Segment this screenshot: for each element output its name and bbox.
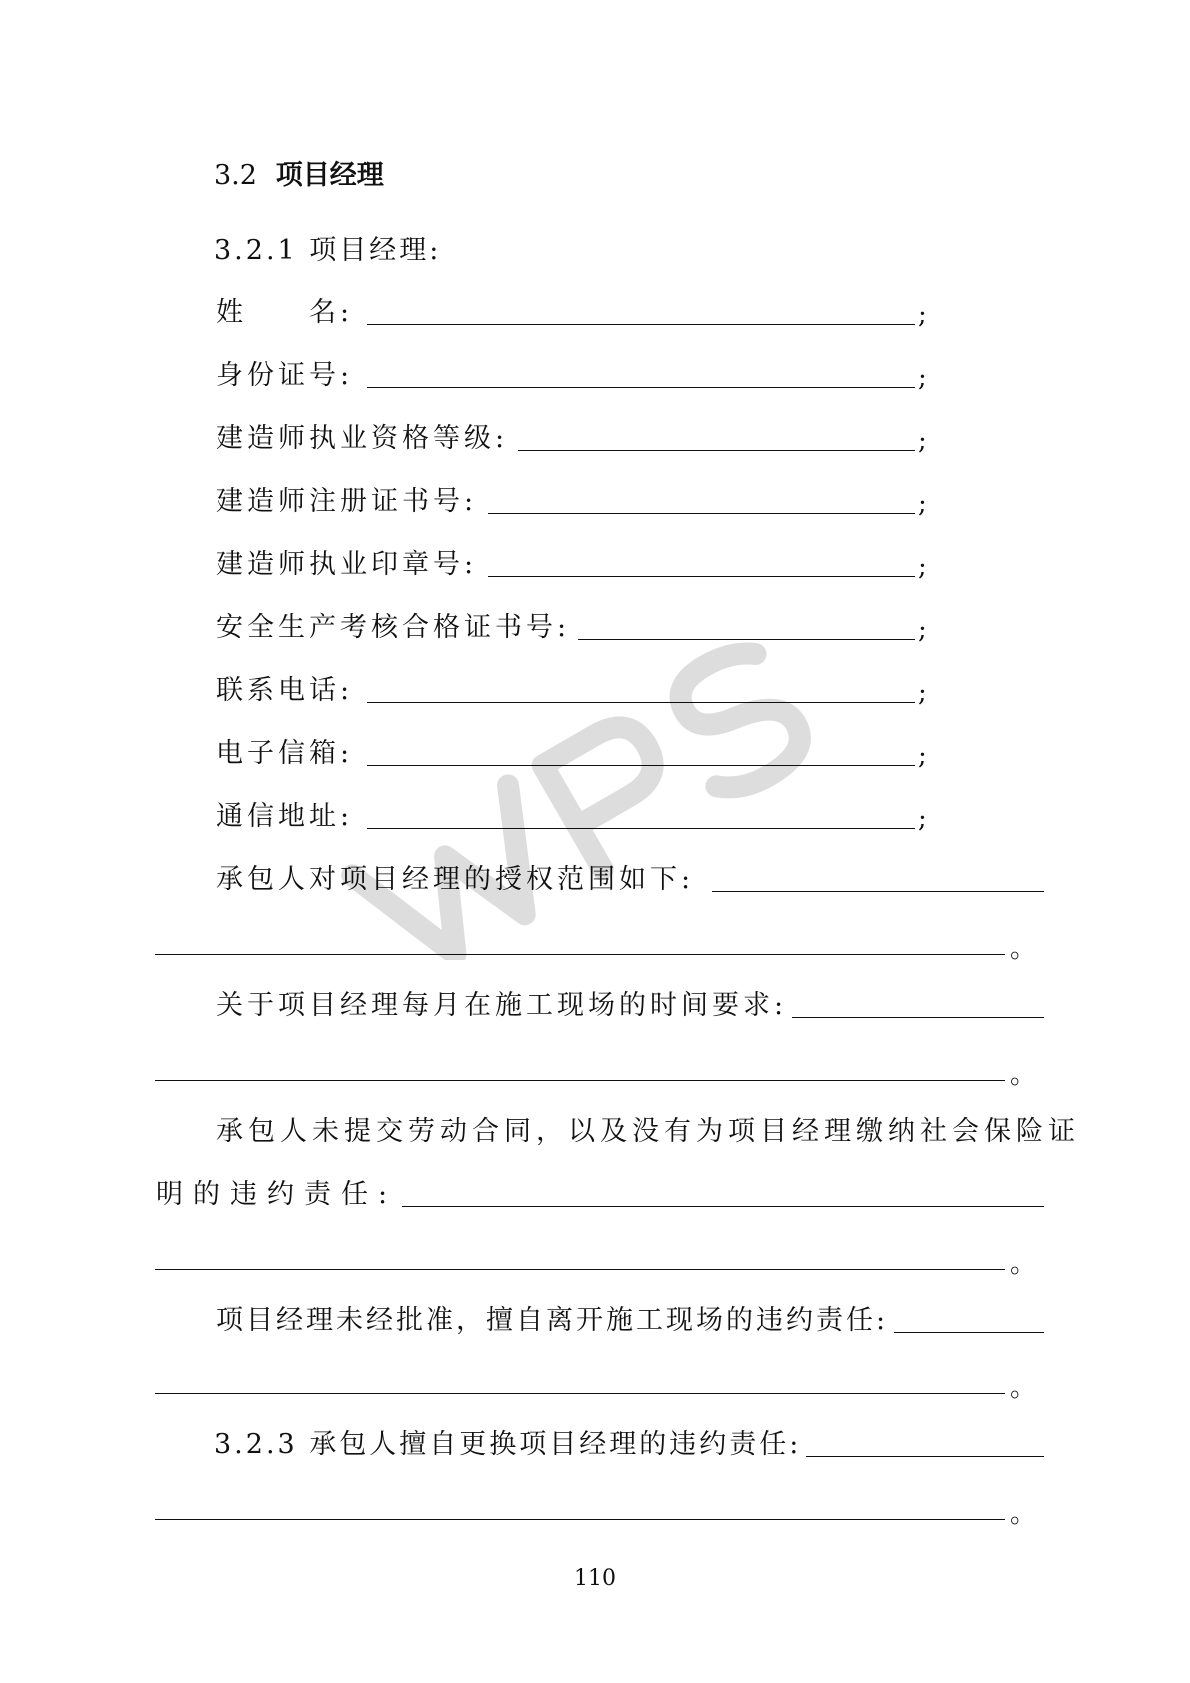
- leave-text: 项目经理未经批准，擅自离开施工现场的违约责任:: [216, 1305, 889, 1336]
- field-end-name: ;: [918, 300, 927, 330]
- contract-blank-2[interactable]: [155, 1269, 1005, 1270]
- replace-text: 3.2.3 承包人擅自更换项目经理的违约责任:: [214, 1429, 802, 1460]
- page-number: 110: [574, 1566, 616, 1591]
- wps-watermark-logo: [300, 620, 860, 960]
- field-label-phone: 联系电话:: [216, 675, 354, 706]
- field-label-address: 通信地址:: [216, 801, 354, 832]
- time-requirement-blank-1[interactable]: [792, 1017, 1044, 1018]
- field-end-address: ;: [918, 804, 927, 834]
- field-label-id-number: 身份证号:: [216, 360, 354, 391]
- contract-text-line-2: 明的违约责任:: [156, 1179, 398, 1210]
- leave-blank-2[interactable]: [155, 1393, 1005, 1394]
- contract-text-line-1: 承包人未提交劳动合同，以及没有为项目经理缴纳社会保险证: [216, 1116, 1080, 1147]
- field-blank-qualification-grade[interactable]: [518, 450, 915, 451]
- field-label-name: 姓 名:: [216, 297, 354, 328]
- leave-end: 。: [1010, 1373, 1037, 1403]
- authority-end: 。: [1010, 934, 1037, 964]
- time-requirement-end: 。: [1010, 1060, 1037, 1090]
- section-heading: [214, 162, 384, 189]
- authority-text: 承包人对项目经理的授权范围如下:: [216, 864, 695, 895]
- section-number: 3.2: [214, 160, 257, 191]
- replace-blank-2[interactable]: [155, 1519, 1005, 1520]
- field-label-qualification-grade: 建造师执业资格等级:: [216, 423, 509, 454]
- time-requirement-text: 关于项目经理每月在施工现场的时间要求:: [216, 990, 788, 1021]
- field-label-registration-number: 建造师注册证书号:: [216, 486, 478, 517]
- field-end-id-number: ;: [918, 363, 927, 393]
- field-end-qualification-grade: ;: [918, 426, 927, 456]
- replace-end: 。: [1010, 1499, 1037, 1529]
- subsection-label: 3.2.1 项目经理:: [214, 235, 442, 266]
- replace-blank-1[interactable]: [806, 1456, 1044, 1457]
- field-end-seal-number: ;: [918, 552, 927, 582]
- contract-blank-1[interactable]: [402, 1206, 1044, 1207]
- field-blank-registration-number[interactable]: [488, 513, 915, 514]
- field-end-email: ;: [918, 741, 927, 771]
- field-blank-name[interactable]: [367, 324, 915, 325]
- field-end-phone: ;: [918, 678, 927, 708]
- field-label-safety-certificate: 安全生产考核合格证书号:: [216, 612, 571, 643]
- contract-end: 。: [1010, 1249, 1037, 1279]
- field-blank-id-number[interactable]: [367, 387, 915, 388]
- leave-blank-1[interactable]: [894, 1332, 1044, 1333]
- field-label-email: 电子信箱:: [216, 738, 354, 769]
- field-label-seal-number: 建造师执业印章号:: [216, 549, 478, 580]
- field-end-registration-number: ;: [918, 489, 927, 519]
- field-blank-seal-number[interactable]: [488, 576, 915, 577]
- field-end-safety-certificate: ;: [918, 615, 927, 645]
- section-title: 项目经理: [275, 160, 384, 191]
- time-requirement-blank-2[interactable]: [155, 1080, 1005, 1081]
